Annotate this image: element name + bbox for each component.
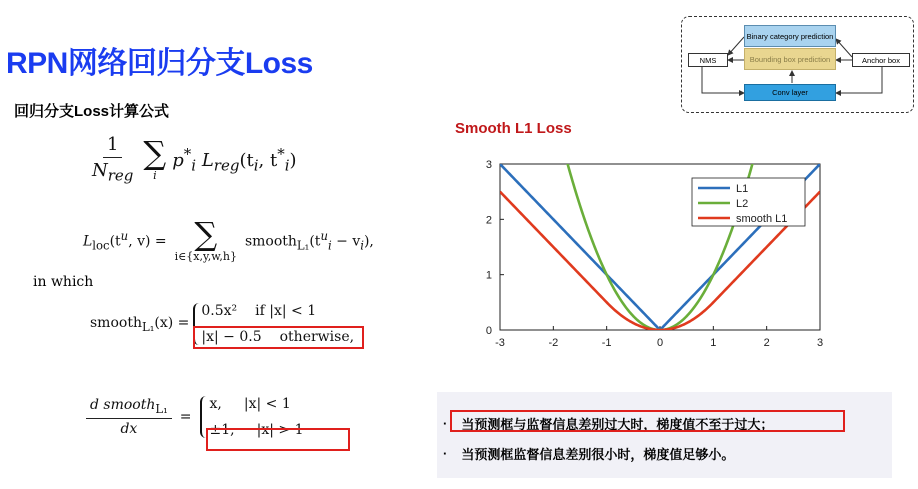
- conv-layer-box: Conv layer: [744, 84, 836, 101]
- y-tick-label: 0: [485, 325, 492, 337]
- y-tick-label: 3: [485, 159, 492, 171]
- bullet-item-1: · 当预测框与监督信息差别过大时，梯度值不至于过大；: [443, 416, 774, 432]
- formula-rpn-loss: $\frac{1}{N_{reg}}$ ∑ i $p^*_i$ $L_{reg}(t_i$, $t^*_i$): [92, 133, 297, 185]
- slide-title: RPN网络回归分支Loss: [6, 47, 313, 80]
- bullet-panel: [437, 392, 892, 478]
- formula-loc-loss: $L_{loc}(t^u$, v) = ∑ i∈{x,y,w,h} $smooth_{L_1}(t^u_i - v_i)$,: [83, 215, 374, 263]
- binary-category-box: Binary category prediction: [744, 25, 836, 47]
- subtitle: 回归分支Loss计算公式: [14, 103, 170, 120]
- x-tick-label: 0: [656, 337, 664, 349]
- x-tick-label: 1: [710, 337, 717, 349]
- chart-title: Smooth L1 Loss: [455, 120, 572, 137]
- y-tick-label: 2: [485, 214, 492, 227]
- x-tick-label: -1: [601, 337, 612, 349]
- highlight-box-formula3: [193, 326, 364, 349]
- formula-smooth-l1: smooth$_{L_1}$(x) = 0.5x² if |x| < 1 |x| − 0.5 otherwise,: [90, 303, 355, 345]
- legend-label: L1: [736, 183, 749, 195]
- nms-box: NMS: [688, 53, 728, 67]
- x-tick-label: 2: [763, 337, 770, 349]
- anchor-box: Anchor box: [852, 53, 910, 67]
- legend-label: smooth L1: [736, 213, 788, 225]
- highlight-box-formula4: [206, 428, 350, 451]
- highlight-box-bullet1: [450, 410, 845, 432]
- x-tick-label: 3: [816, 337, 824, 349]
- rpn-diagram: [681, 16, 914, 113]
- x-tick-label: -2: [548, 337, 559, 349]
- in-which-text: in which: [33, 274, 94, 290]
- formula-smooth-l1-derivative: $\frac{d smooth_{L_1}}{dx}$ = x, |x| < 1 ±1, |x| > 1: [86, 396, 304, 438]
- bounding-box-prediction-box: Bounding box prediction: [744, 48, 836, 70]
- x-tick-label: -3: [495, 337, 505, 349]
- smooth-l1-chart: [466, 150, 836, 365]
- bullet-item-2: · 当预测框监督信息差别很小时，梯度值足够小。: [443, 446, 735, 462]
- y-tick-label: 1: [485, 269, 492, 282]
- legend-label: L2: [736, 198, 749, 210]
